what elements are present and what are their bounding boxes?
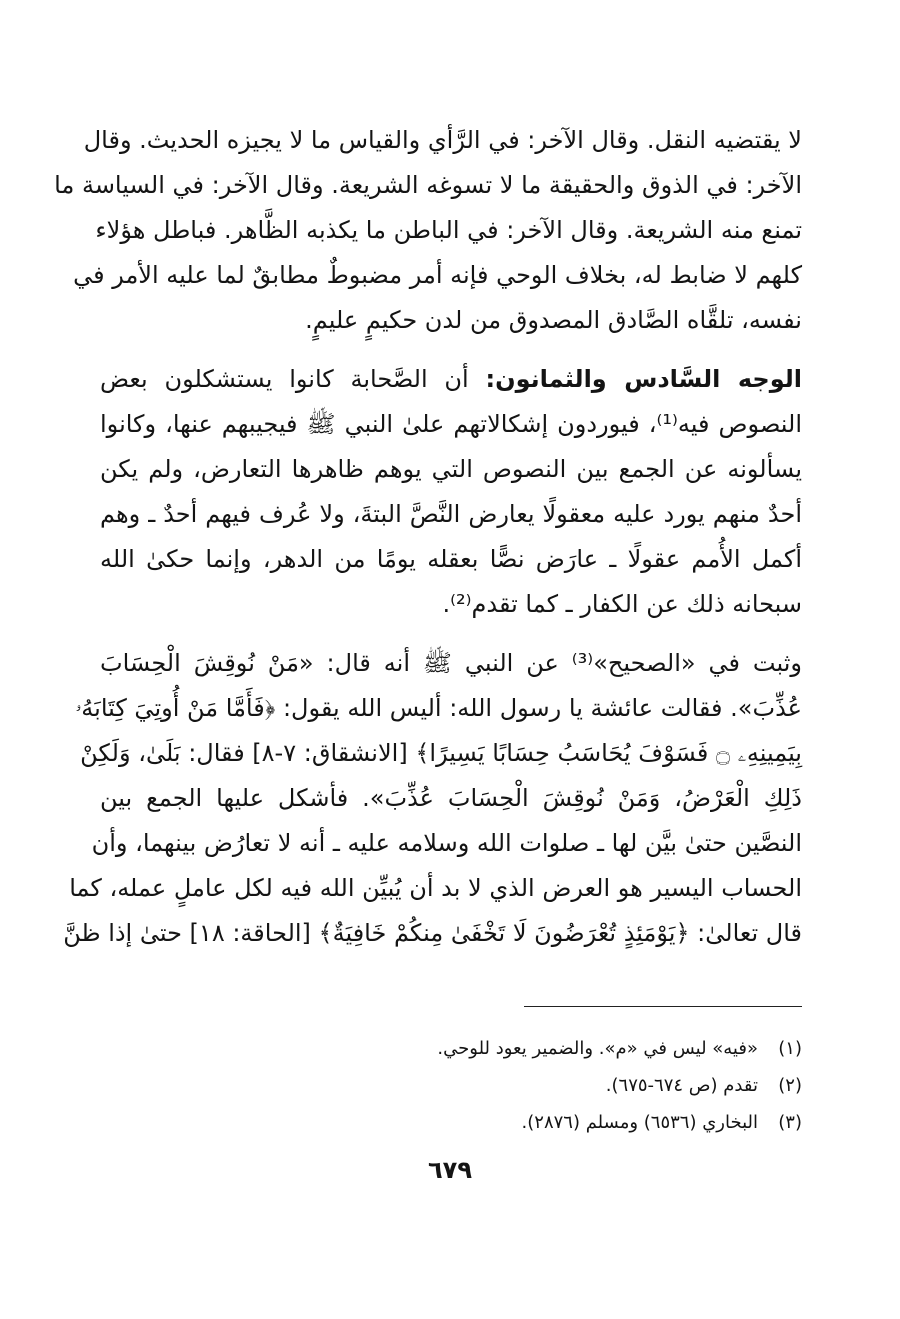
text-line: تمنع منه الشريعة. وقال الآخر: في الباطن ما يكذبه الظَّاهر. فباطل هؤلاء [95,216,802,244]
text-run: أن الصَّحابة كانوا يستشكلون بعض [100,365,469,393]
text-line: أكمل الأُمم عقولًا ـ عارَض نصًّا بعقله يومًا من الدهر، وإنما حكىٰ الله [100,545,802,573]
page-number: ٦٧٩ [428,1156,472,1184]
footnote-separator [524,1006,802,1007]
footnotes [100,1030,802,1141]
footnote [100,1104,802,1141]
text-line: لا يقتضيه النقل. وقال الآخر: في الرَّأي والقياس ما لا يجيزه الحديث. وقال [83,126,802,154]
text-line: نفسه، تلقَّاه الصَّادق المصدوق من لدن حكيمٍ عليمٍ. [305,306,802,334]
text-line: سبحانه ذلك عن الكفار ـ كما تقدم⁽²⁾. [442,590,802,618]
text-line: عُذِّبَ». فقالت عائشة يا رسول الله: أليس الله يقول: ﴿فَأَمَّا مَنْ أُوتِيَ كِتَابَهُۥ [75,694,802,722]
paragraph-2 [100,357,802,627]
paragraph-1 [54,118,802,343]
text-line: ذَلِكِ الْعَرْضُ، وَمَنْ نُوقِشَ الْحِسَابَ عُذِّبَ». فأشكل عليها الجمع بين [100,784,802,812]
text-line: أحدٌ منهم يورد عليه معقولًا يعارض النَّصَّ البتةَ، ولا عُرف فيهم أحدٌ ـ وهم [100,500,802,528]
footnote-text: تقدم (ص ٦٧٤-٦٧٥). [605,1075,758,1096]
text-line: يسألونه عن الجمع بين النصوص التي يوهم ظاهرها التعارض، ولم يكن [100,455,802,483]
footnote-text: البخاري (٦٥٣٦) ومسلم (٢٨٧٦). [521,1112,758,1133]
section-heading: الوجه السَّادس والثمانون: [485,365,802,393]
footnote [100,1067,802,1104]
text-line: قال تعالىٰ: ﴿يَوْمَئِذٍ تُعْرَضُونَ لَا تَخْفَىٰ مِنكُمْ خَافِيَةٌ﴾ [الحاقة: ١٨] حتىٰ إذا ظنَّ [63,919,802,947]
footnote [100,1030,802,1067]
footnote-number: (١) [778,1038,802,1059]
footnote-text: «فيه» ليس في «م». والضمير يعود للوحي. [437,1038,758,1059]
footnote-number: (٣) [778,1112,802,1133]
text-line: كلهم لا ضابط له، بخلاف الوحي فإنه أمر مضبوطٌ مطابقٌ لما عليه الأمر في [73,261,802,289]
text-line: وثبت في «الصحيح»⁽³⁾ عن النبي ﷺ أنه قال: «مَنْ نُوقِشَ الْحِسَابَ [100,649,802,677]
footnote-number: (٢) [778,1075,802,1096]
text-line: بِيَمِينِهِۦ ۝ فَسَوْفَ يُحَاسَبُ حِسَابًا يَسِيرًا﴾ [الانشقاق: ٧-٨] فقال: بَلَىٰ، وَلَكِنْ [80,739,802,767]
text-line [100,357,802,402]
paragraph-3 [63,641,802,956]
main-text [54,118,802,956]
text-line: الآخر: في الذوق والحقيقة ما لا تسوغه الشريعة. وقال الآخر: في السياسة ما [54,171,802,199]
text-line: النصوص فيه⁽¹⁾، فيوردون إشكالاتهم علىٰ النبي ﷺ فيجيبهم عنها، وكانوا [100,410,802,438]
text-line: الحساب اليسير هو العرض الذي لا بد أن يُبيِّن الله فيه لكل عاملٍ عمله، كما [69,874,802,902]
text-line: النصَّين حتىٰ بيَّن لها ـ صلوات الله وسلامه عليه ـ أنه لا تعارُض بينهما، وأن [91,829,802,857]
